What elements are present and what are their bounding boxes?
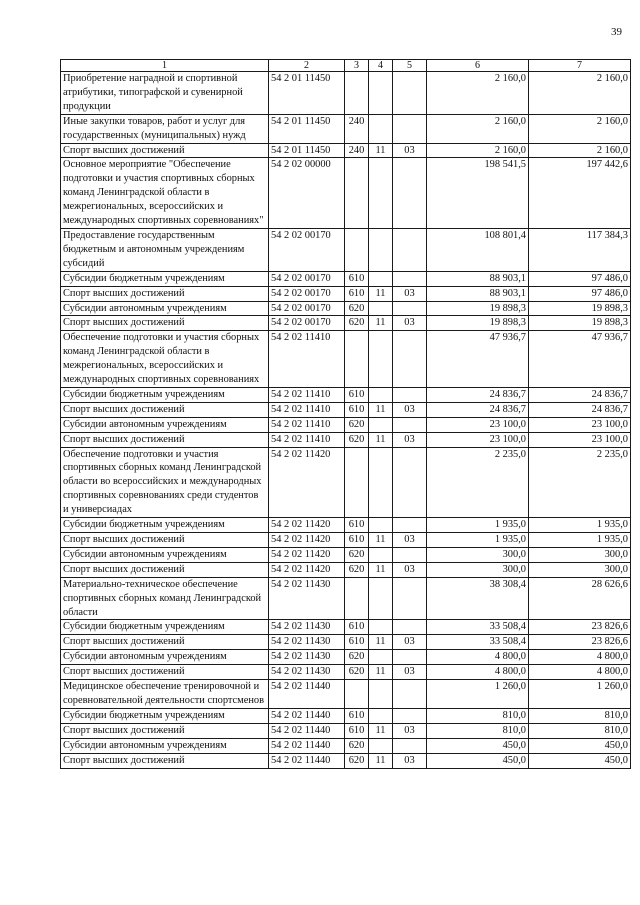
row-code-cell: 54 2 02 11410 <box>269 331 345 388</box>
row-amount-year1-cell: 24 836,7 <box>427 387 529 402</box>
row-code-cell: 54 2 02 11420 <box>269 547 345 562</box>
row-expense-type-cell: 620 <box>345 547 369 562</box>
row-name-cell: Обеспечение подготовки и участия сборных команд Ленинградской области в межрегиональных, всероссийских и международных спортивных соревнованиях <box>61 331 269 388</box>
row-amount-year2-cell: 810,0 <box>529 708 631 723</box>
row-subsection-cell <box>393 417 427 432</box>
row-amount-year2-cell: 1 260,0 <box>529 680 631 709</box>
row-name-cell: Спорт высших достижений <box>61 533 269 548</box>
table-body <box>61 72 631 769</box>
row-section-cell <box>369 72 393 115</box>
row-section-cell <box>369 708 393 723</box>
row-subsection-cell <box>393 620 427 635</box>
row-amount-year1-cell: 108 801,4 <box>427 228 529 271</box>
row-section-cell: 11 <box>369 753 393 768</box>
row-expense-type-cell: 610 <box>345 533 369 548</box>
row-code-cell: 54 2 02 00170 <box>269 271 345 286</box>
row-name-cell: Спорт высших достижений <box>61 143 269 158</box>
row-subsection-cell: 03 <box>393 533 427 548</box>
row-code-cell: 54 2 02 11430 <box>269 665 345 680</box>
row-expense-type-cell: 620 <box>345 562 369 577</box>
row-name-cell: Иные закупки товаров, работ и услуг для государственных (муниципальных) нужд <box>61 114 269 143</box>
row-amount-year1-cell: 1 260,0 <box>427 680 529 709</box>
row-amount-year1-cell: 33 508,4 <box>427 620 529 635</box>
row-name-cell: Спорт высших достижений <box>61 402 269 417</box>
row-section-cell <box>369 387 393 402</box>
row-subsection-cell <box>393 577 427 620</box>
row-name-cell: Субсидии бюджетным учреждениям <box>61 387 269 402</box>
table-row <box>61 650 631 665</box>
row-expense-type-cell <box>345 72 369 115</box>
row-amount-year2-cell: 1 935,0 <box>529 533 631 548</box>
row-amount-year2-cell: 117 384,3 <box>529 228 631 271</box>
row-amount-year1-cell: 47 936,7 <box>427 331 529 388</box>
row-code-cell: 54 2 02 00000 <box>269 158 345 229</box>
table-row <box>61 158 631 229</box>
row-name-cell: Субсидии бюджетным учреждениям <box>61 518 269 533</box>
row-amount-year1-cell: 300,0 <box>427 562 529 577</box>
table-row <box>61 402 631 417</box>
table-row <box>61 723 631 738</box>
row-name-cell: Субсидии бюджетным учреждениям <box>61 708 269 723</box>
row-name-cell: Спорт высших достижений <box>61 665 269 680</box>
row-code-cell: 54 2 02 11420 <box>269 518 345 533</box>
row-name-cell: Предоставление государственным бюджетным и автономным учреждениям субсидий <box>61 228 269 271</box>
row-section-cell: 11 <box>369 635 393 650</box>
row-expense-type-cell: 610 <box>345 286 369 301</box>
row-amount-year1-cell: 198 541,5 <box>427 158 529 229</box>
row-amount-year1-cell: 4 800,0 <box>427 665 529 680</box>
table-row <box>61 143 631 158</box>
row-section-cell: 11 <box>369 143 393 158</box>
row-expense-type-cell: 620 <box>345 650 369 665</box>
row-code-cell: 54 2 02 00170 <box>269 286 345 301</box>
row-amount-year1-cell: 2 235,0 <box>427 447 529 518</box>
row-amount-year2-cell: 97 486,0 <box>529 286 631 301</box>
row-code-cell: 54 2 02 11440 <box>269 738 345 753</box>
row-subsection-cell <box>393 114 427 143</box>
row-section-cell: 11 <box>369 723 393 738</box>
row-expense-type-cell: 620 <box>345 753 369 768</box>
row-name-cell: Субсидии автономным учреждениям <box>61 650 269 665</box>
table-row <box>61 738 631 753</box>
row-section-cell <box>369 680 393 709</box>
table-row <box>61 417 631 432</box>
row-code-cell: 54 2 02 11440 <box>269 723 345 738</box>
row-expense-type-cell <box>345 447 369 518</box>
row-expense-type-cell: 240 <box>345 143 369 158</box>
row-section-cell <box>369 577 393 620</box>
row-name-cell: Спорт высших достижений <box>61 753 269 768</box>
row-name-cell: Субсидии бюджетным учреждениям <box>61 620 269 635</box>
row-subsection-cell <box>393 387 427 402</box>
row-code-cell: 54 2 02 11410 <box>269 387 345 402</box>
row-expense-type-cell: 620 <box>345 665 369 680</box>
row-amount-year1-cell: 1 935,0 <box>427 533 529 548</box>
table-row <box>61 301 631 316</box>
row-name-cell: Спорт высших достижений <box>61 286 269 301</box>
row-code-cell: 54 2 02 11440 <box>269 753 345 768</box>
row-expense-type-cell: 610 <box>345 708 369 723</box>
table-row <box>61 547 631 562</box>
row-expense-type-cell: 620 <box>345 316 369 331</box>
row-name-cell: Субсидии автономным учреждениям <box>61 547 269 562</box>
row-amount-year2-cell: 4 800,0 <box>529 665 631 680</box>
row-section-cell <box>369 417 393 432</box>
table-header-row <box>61 60 631 72</box>
header-col-5: 5 <box>393 60 427 72</box>
row-subsection-cell: 03 <box>393 143 427 158</box>
row-section-cell: 11 <box>369 665 393 680</box>
row-code-cell: 54 2 02 11440 <box>269 680 345 709</box>
row-code-cell: 54 2 02 11420 <box>269 562 345 577</box>
row-subsection-cell: 03 <box>393 402 427 417</box>
table-row <box>61 577 631 620</box>
row-amount-year2-cell: 28 626,6 <box>529 577 631 620</box>
row-amount-year2-cell: 19 898,3 <box>529 316 631 331</box>
row-name-cell: Субсидии бюджетным учреждениям <box>61 271 269 286</box>
row-subsection-cell: 03 <box>393 723 427 738</box>
table-row <box>61 432 631 447</box>
row-code-cell: 54 2 02 11430 <box>269 577 345 620</box>
row-section-cell: 11 <box>369 533 393 548</box>
row-section-cell <box>369 518 393 533</box>
row-code-cell: 54 2 02 11410 <box>269 417 345 432</box>
table-row <box>61 447 631 518</box>
row-expense-type-cell: 620 <box>345 432 369 447</box>
row-amount-year2-cell: 24 836,7 <box>529 387 631 402</box>
header-col-6: 6 <box>427 60 529 72</box>
row-code-cell: 54 2 02 11430 <box>269 635 345 650</box>
row-code-cell: 54 2 01 11450 <box>269 143 345 158</box>
row-amount-year2-cell: 300,0 <box>529 562 631 577</box>
row-subsection-cell <box>393 228 427 271</box>
row-expense-type-cell <box>345 158 369 229</box>
row-amount-year1-cell: 38 308,4 <box>427 577 529 620</box>
row-amount-year2-cell: 23 826,6 <box>529 620 631 635</box>
row-section-cell <box>369 447 393 518</box>
row-expense-type-cell: 610 <box>345 620 369 635</box>
row-subsection-cell: 03 <box>393 665 427 680</box>
table-row <box>61 680 631 709</box>
row-name-cell: Приобретение наградной и спортивной атрибутики, типографской и сувенирной продукции <box>61 72 269 115</box>
row-amount-year2-cell: 2 160,0 <box>529 72 631 115</box>
row-amount-year2-cell: 23 100,0 <box>529 417 631 432</box>
row-amount-year2-cell: 450,0 <box>529 753 631 768</box>
row-expense-type-cell <box>345 680 369 709</box>
row-amount-year2-cell: 24 836,7 <box>529 402 631 417</box>
row-amount-year1-cell: 88 903,1 <box>427 271 529 286</box>
row-code-cell: 54 2 02 11430 <box>269 650 345 665</box>
budget-table <box>60 59 631 769</box>
table-row <box>61 316 631 331</box>
row-amount-year1-cell: 450,0 <box>427 753 529 768</box>
row-amount-year1-cell: 23 100,0 <box>427 417 529 432</box>
row-code-cell: 54 2 02 11410 <box>269 432 345 447</box>
row-section-cell: 11 <box>369 402 393 417</box>
row-code-cell: 54 2 02 11420 <box>269 533 345 548</box>
row-amount-year2-cell: 4 800,0 <box>529 650 631 665</box>
row-amount-year1-cell: 4 800,0 <box>427 650 529 665</box>
table-row <box>61 665 631 680</box>
row-subsection-cell: 03 <box>393 753 427 768</box>
row-subsection-cell <box>393 547 427 562</box>
row-expense-type-cell: 610 <box>345 387 369 402</box>
row-code-cell: 54 2 02 00170 <box>269 301 345 316</box>
row-code-cell: 54 2 01 11450 <box>269 114 345 143</box>
row-amount-year1-cell: 88 903,1 <box>427 286 529 301</box>
row-subsection-cell <box>393 680 427 709</box>
row-section-cell <box>369 738 393 753</box>
header-col-7: 7 <box>529 60 631 72</box>
row-amount-year2-cell: 450,0 <box>529 738 631 753</box>
row-subsection-cell <box>393 72 427 115</box>
row-subsection-cell <box>393 158 427 229</box>
row-amount-year1-cell: 810,0 <box>427 723 529 738</box>
table-row <box>61 753 631 768</box>
row-name-cell: Обеспечение подготовки и участия спортивных сборных команд Ленинградской области во всероссийских и международных спортивных соревнованиях среди студентов и универсиадах <box>61 447 269 518</box>
row-name-cell: Материально-техническое обеспечение спортивных сборных команд Ленинградской области <box>61 577 269 620</box>
row-amount-year2-cell: 23 826,6 <box>529 635 631 650</box>
row-expense-type-cell: 240 <box>345 114 369 143</box>
row-subsection-cell <box>393 301 427 316</box>
row-subsection-cell: 03 <box>393 286 427 301</box>
row-amount-year2-cell: 47 936,7 <box>529 331 631 388</box>
row-subsection-cell: 03 <box>393 635 427 650</box>
row-amount-year2-cell: 23 100,0 <box>529 432 631 447</box>
row-subsection-cell <box>393 738 427 753</box>
row-subsection-cell: 03 <box>393 432 427 447</box>
row-name-cell: Спорт высших достижений <box>61 562 269 577</box>
row-expense-type-cell: 610 <box>345 723 369 738</box>
row-section-cell: 11 <box>369 432 393 447</box>
row-name-cell: Спорт высших достижений <box>61 723 269 738</box>
row-expense-type-cell: 610 <box>345 402 369 417</box>
header-col-1: 1 <box>61 60 269 72</box>
row-amount-year2-cell: 197 442,6 <box>529 158 631 229</box>
row-section-cell <box>369 114 393 143</box>
row-name-cell: Спорт высших достижений <box>61 635 269 650</box>
row-section-cell: 11 <box>369 316 393 331</box>
row-section-cell <box>369 228 393 271</box>
row-code-cell: 54 2 02 00170 <box>269 228 345 271</box>
row-amount-year1-cell: 1 935,0 <box>427 518 529 533</box>
row-section-cell: 11 <box>369 286 393 301</box>
row-amount-year2-cell: 810,0 <box>529 723 631 738</box>
row-section-cell <box>369 620 393 635</box>
row-name-cell: Медицинское обеспечение тренировочной и соревновательной деятельности спортсменов <box>61 680 269 709</box>
row-amount-year1-cell: 300,0 <box>427 547 529 562</box>
table-row <box>61 271 631 286</box>
row-amount-year1-cell: 810,0 <box>427 708 529 723</box>
row-expense-type-cell <box>345 577 369 620</box>
table-row <box>61 72 631 115</box>
row-expense-type-cell <box>345 331 369 388</box>
table-row <box>61 286 631 301</box>
table-row <box>61 228 631 271</box>
row-code-cell: 54 2 01 11450 <box>269 72 345 115</box>
row-amount-year2-cell: 300,0 <box>529 547 631 562</box>
row-amount-year1-cell: 24 836,7 <box>427 402 529 417</box>
row-section-cell: 11 <box>369 562 393 577</box>
row-name-cell: Основное мероприятие "Обеспечение подготовки и участия спортивных сборных команд Ленинградской области в межрегиональных, всероссийских и международных спортивных соревнованиях" <box>61 158 269 229</box>
row-expense-type-cell: 610 <box>345 271 369 286</box>
row-amount-year1-cell: 33 508,4 <box>427 635 529 650</box>
row-name-cell: Субсидии автономным учреждениям <box>61 301 269 316</box>
row-amount-year1-cell: 2 160,0 <box>427 143 529 158</box>
row-subsection-cell: 03 <box>393 316 427 331</box>
row-amount-year1-cell: 2 160,0 <box>427 72 529 115</box>
row-code-cell: 54 2 02 00170 <box>269 316 345 331</box>
table-row <box>61 114 631 143</box>
row-section-cell <box>369 271 393 286</box>
row-subsection-cell <box>393 650 427 665</box>
table-row <box>61 708 631 723</box>
table-row <box>61 518 631 533</box>
row-amount-year1-cell: 19 898,3 <box>427 301 529 316</box>
row-expense-type-cell: 620 <box>345 301 369 316</box>
table-row <box>61 620 631 635</box>
row-subsection-cell <box>393 271 427 286</box>
row-amount-year2-cell: 2 235,0 <box>529 447 631 518</box>
row-subsection-cell <box>393 518 427 533</box>
table-row <box>61 331 631 388</box>
row-name-cell: Спорт высших достижений <box>61 432 269 447</box>
header-col-2: 2 <box>269 60 345 72</box>
row-amount-year2-cell: 97 486,0 <box>529 271 631 286</box>
row-name-cell: Субсидии автономным учреждениям <box>61 417 269 432</box>
table-row <box>61 635 631 650</box>
page-number: 39 <box>611 26 622 38</box>
row-subsection-cell <box>393 447 427 518</box>
row-amount-year1-cell: 19 898,3 <box>427 316 529 331</box>
row-subsection-cell <box>393 708 427 723</box>
table-row <box>61 562 631 577</box>
row-expense-type-cell: 620 <box>345 738 369 753</box>
row-section-cell <box>369 331 393 388</box>
row-code-cell: 54 2 02 11410 <box>269 402 345 417</box>
table-row <box>61 387 631 402</box>
row-section-cell <box>369 158 393 229</box>
row-expense-type-cell: 620 <box>345 417 369 432</box>
row-amount-year1-cell: 23 100,0 <box>427 432 529 447</box>
row-amount-year2-cell: 2 160,0 <box>529 143 631 158</box>
row-amount-year1-cell: 450,0 <box>427 738 529 753</box>
row-amount-year2-cell: 2 160,0 <box>529 114 631 143</box>
row-expense-type-cell: 610 <box>345 518 369 533</box>
row-amount-year2-cell: 1 935,0 <box>529 518 631 533</box>
row-expense-type-cell: 610 <box>345 635 369 650</box>
row-code-cell: 54 2 02 11440 <box>269 708 345 723</box>
row-amount-year1-cell: 2 160,0 <box>427 114 529 143</box>
row-subsection-cell <box>393 331 427 388</box>
row-amount-year2-cell: 19 898,3 <box>529 301 631 316</box>
row-section-cell <box>369 301 393 316</box>
row-subsection-cell: 03 <box>393 562 427 577</box>
row-name-cell: Субсидии автономным учреждениям <box>61 738 269 753</box>
header-col-4: 4 <box>369 60 393 72</box>
row-code-cell: 54 2 02 11420 <box>269 447 345 518</box>
row-section-cell <box>369 547 393 562</box>
table-row <box>61 533 631 548</box>
header-col-3: 3 <box>345 60 369 72</box>
row-section-cell <box>369 650 393 665</box>
row-expense-type-cell <box>345 228 369 271</box>
row-name-cell: Спорт высших достижений <box>61 316 269 331</box>
row-code-cell: 54 2 02 11430 <box>269 620 345 635</box>
